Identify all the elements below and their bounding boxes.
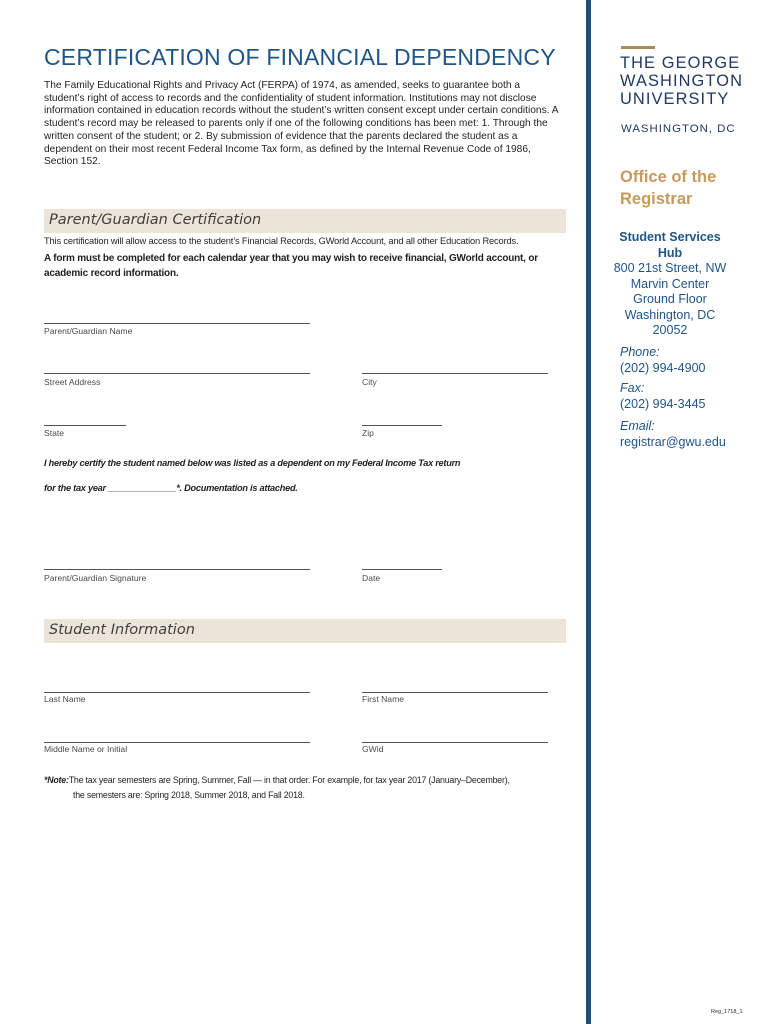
student-section-header [44, 619, 566, 643]
city-label: City [362, 377, 377, 387]
date-field[interactable] [362, 569, 442, 570]
footnote-line-1 [44, 775, 510, 785]
footnote-label: *Note: [44, 775, 69, 785]
logo-subtitle: WASHINGTON, DC [621, 123, 736, 135]
email-block [620, 419, 726, 450]
gwid-label: GWid [362, 744, 384, 754]
parent-signature-label: Parent/Guardian Signature [44, 573, 147, 583]
logo-line-3: UNIVERSITY [620, 90, 730, 108]
access-note: This certification will allow access to the student’s Financial Records, GWorld Account, and all other Education Records. [44, 236, 519, 246]
logo-accent-bar [621, 46, 655, 49]
first-name-field[interactable] [362, 692, 548, 693]
each-year-note: A form must be completed for each calendar year that you may wish to receive financial, GWorld account, or academic record information. [44, 253, 538, 279]
street-address-field[interactable] [44, 373, 310, 374]
hub-title: Student Services Hub [619, 230, 721, 260]
phone-label: Phone: [620, 345, 660, 359]
office-title-line-2: Registrar [620, 190, 693, 208]
student-services-hub-address [610, 230, 730, 339]
state-label: State [44, 428, 65, 438]
logo-line-1: THE GEORGE [620, 54, 741, 72]
email-label: Email: [620, 419, 655, 433]
ferpa-intro-paragraph: The Family Educational Rights and Privacy Act (FERPA) of 1974, as amended, seeks to guarantee both a student’s right of access to records and the confidentiality of student information. Institutions may not disclose information contained in education records without the student’s written consent except under certain conditions. A student’s record may be released to parents only if one of the following conditions has been met: 1. Through the written consent of the student; or 2. By submission of evidence that the parents declared the student as a dependent on their most recent Federal Income Tax form, as defined by the Internal Revenue Code of 1986, Section 152. [44, 80, 559, 168]
zip-field[interactable] [362, 425, 442, 426]
zip-label: Zip [362, 428, 374, 438]
middle-name-field[interactable] [44, 742, 310, 743]
state-field[interactable] [44, 425, 126, 426]
tax-year-statement: for the tax year ______________*. Documentation is attached. [44, 483, 298, 493]
certify-statement: I hereby certify the student named below was listed as a dependent on my Federal Income Tax return [44, 458, 461, 468]
hub-address-line-4: Washington, DC [624, 307, 716, 322]
street-address-label: Street Address [44, 377, 101, 387]
footnote-text-1: The tax year semesters are Spring, Summer, Fall — in that order. For example, for tax year 2017 (January–December), [68, 775, 510, 785]
parent-signature-field[interactable] [44, 569, 310, 570]
form-title: CERTIFICATION OF FINANCIAL DEPENDENCY [44, 44, 556, 70]
phone-number: (202) 994-4900 [620, 360, 706, 375]
student-section-heading: Student Information [49, 622, 195, 638]
last-name-label: Last Name [44, 694, 86, 704]
logo-line-2: WASHINGTON [620, 72, 744, 90]
office-title-line-1: Office of the [620, 168, 717, 186]
phone-block [620, 345, 705, 376]
parent-name-field[interactable] [44, 323, 310, 324]
hub-zip: 20052 [652, 323, 688, 337]
parent-name-label: Parent/Guardian Name [44, 326, 133, 336]
hub-address-line-3: Ground Floor [633, 292, 707, 306]
fax-number: (202) 994-3445 [620, 396, 706, 411]
gwid-field[interactable] [362, 742, 548, 743]
first-name-label: First Name [362, 694, 405, 704]
date-label: Date [362, 573, 381, 583]
hub-address-line-1: 800 21st Street, NW [613, 261, 727, 275]
email-link[interactable]: registrar@gwu.edu [620, 434, 726, 449]
fax-block [620, 381, 705, 412]
city-field[interactable] [362, 373, 548, 374]
parent-section-header [44, 209, 566, 233]
footnote-line-2: the semesters are: Spring 2018, Summer 2018, and Fall 2018. [73, 790, 305, 800]
last-name-field[interactable] [44, 692, 310, 693]
form-code: Reg_1718_1 [711, 1009, 743, 1015]
hub-address-line-2: Marvin Center [630, 276, 710, 291]
office-title [620, 166, 716, 210]
gwu-logo [620, 54, 743, 108]
parent-section-heading: Parent/Guardian Certification [49, 212, 262, 228]
middle-name-label: Middle Name or Initial [44, 744, 128, 754]
fax-label: Fax: [620, 381, 645, 395]
sidebar-divider [586, 0, 591, 1024]
